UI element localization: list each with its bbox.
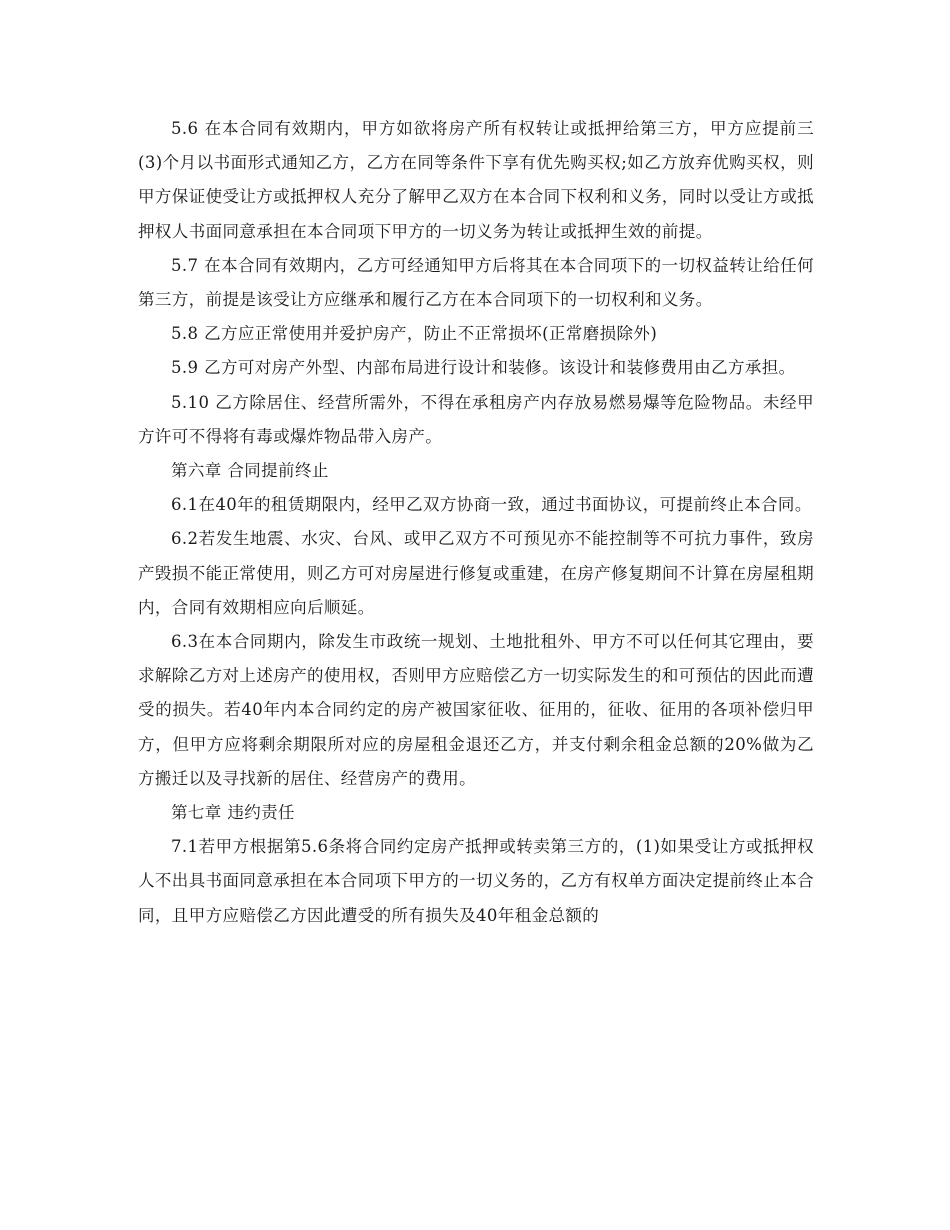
clause-7-1: 7.1若甲方根据第5.6条将合同约定房产抵押或转卖第三方的，(1)如果受让方或抵押权人不出具书面同意承担在本合同项下甲方的一切义务的，乙方有权单方面决定提前终止本合同，且甲方应赔偿乙方因此遭受的所有损失及40年租金总额的 [138, 837, 814, 925]
clause-6-1: 6.1在40年的租赁期限内，经甲乙双方协商一致，通过书面协议，可提前终止本合同。 [171, 495, 812, 515]
clause-5-9: 5.9 乙方可对房产外型、内部布局进行设计和装修。该设计和装修费用由乙方承担。 [171, 358, 796, 378]
document-body [138, 112, 814, 933]
clause-5-6: 5.6 在本合同有效期内，甲方如欲将房产所有权转让或抵押给第三方，甲方应提前三(3)个月以书面形式通知乙方，乙方在同等条件下享有优先购买权;如乙方放弃优购买权，则甲方保证使受让方或抵押权人充分了解甲乙双方在本合同下权利和义务，同时以受让方或抵押权人书面同意承担在本合同项下甲方的一切义务为转让或抵押生效的前提。 [138, 119, 814, 241]
clause-6-3: 6.3在本合同期内，除发生市政统一规划、土地批租外、甲方不可以任何其它理由，要求解除乙方对上述房产的使用权，否则甲方应赔偿乙方一切实际发生的和可预估的因此而遭受的损失。若40年内本合同约定的房产被国家征收、征用的，征收、征用的各项补偿归甲方，但甲方应将剩余期限所对应的房屋租金退还乙方，并支付剩余租金总额的20%做为乙方搬迁以及寻找新的居住、经营房产的费用。 [138, 632, 814, 788]
clause-6-2: 6.2若发生地震、水灾、台风、或甲乙双方不可预见亦不能控制等不可抗力事件，致房产毁损不能正常使用，则乙方可对房屋进行修复或重建，在房产修复期间不计算在房屋租期内，合同有效期相应向后顺延。 [138, 529, 814, 617]
clause-5-8: 5.8 乙方应正常使用并爱护房产，防止不正常损坏(正常磨损除外) [171, 324, 658, 344]
clause-5-10: 5.10 乙方除居住、经营所需外，不得在承租房产内存放易燃易爆等危险物品。未经甲方许可不得将有毒或爆炸物品带入房产。 [138, 392, 814, 446]
chapter-6-heading: 第六章 合同提前终止 [171, 461, 329, 481]
clause-5-7: 5.7 在本合同有效期内，乙方可经通知甲方后将其在本合同项下的一切权益转让给任何第三方，前提是该受让方应继承和履行乙方在本合同项下的一切权利和义务。 [138, 255, 814, 310]
chapter-7-heading: 第七章 违约责任 [171, 803, 295, 823]
